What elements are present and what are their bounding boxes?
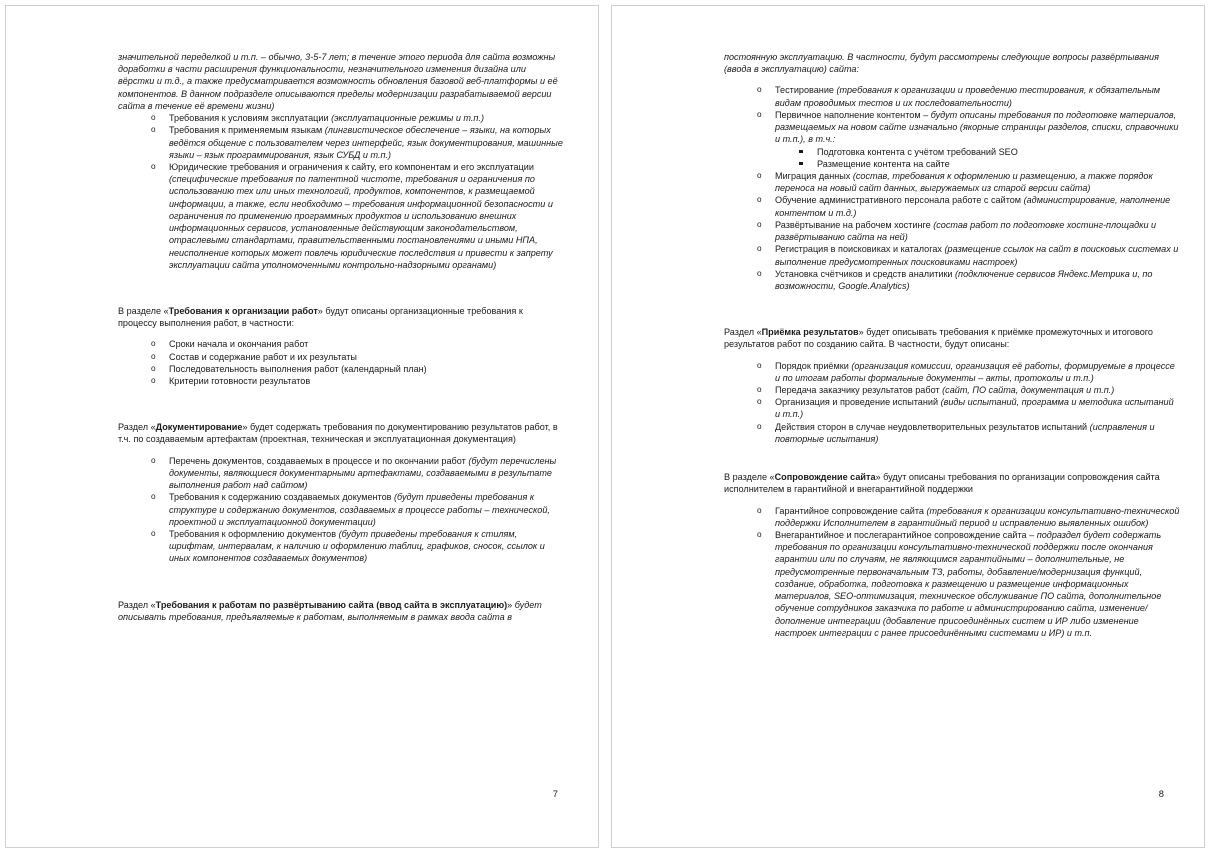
list-item [112,124,564,161]
text-run-italic: будет описывать требования, предъявляемые к работам, выполняемым в рамках ввода сайта в [118,599,545,622]
text-run-bold: Документирование [155,422,243,433]
text-run-regular: Гарантийное сопровождение сайта [775,505,927,516]
text-run-italic: (подключение сервисов Яндекс.Метрика и, по возможности, Google.Analytics) [775,268,1153,291]
list-item [112,528,564,565]
documenting-list [112,455,564,565]
text-run-italic: (состав, требования к оформлению и размещению, а также порядок переноса на новый сайт данных, выгружаемых из старой версии сайта) [775,170,1153,194]
text-run-regular: Сроки начала и окончания работ [169,339,309,350]
text-run-regular: Требования к условиям эксплуатации [169,113,332,124]
list-item [718,170,1180,194]
text-run-regular: Действия сторон в случае неудовлетворительных результатов испытаний [775,421,1090,432]
section-deployment-intro [112,599,564,623]
text-run-italic: (требования к организации и проведению тестирования, к обязательным видам проводимых тестов и их последовательности) [775,85,1161,108]
requirements-list [112,112,564,271]
text-run-regular: Установка счётчиков и средств аналитики [775,268,956,279]
section-acceptance-intro [718,326,1180,350]
text-run-regular: В разделе « [118,305,169,316]
text-run-regular: » будет содержать требования по документированию результатов работ, в т.ч. по создаваемым артефактам (проектная, техническая и эксплуатационная документация) [118,422,561,445]
list-item [112,161,564,271]
text-run-regular: Критерии готовности результатов [169,376,311,387]
page-number-left: 7 [552,788,558,799]
list-item [718,396,1180,420]
spacer [718,75,1180,84]
support-list [718,505,1180,639]
text-run-bold: Сопровождение сайта [774,472,876,483]
spacer [112,271,564,305]
list-item [112,363,564,375]
list-item [112,455,564,492]
text-run-italic: подраздел будет содержать требования по организации консультативно-технической поддержки после окончания гарантии или по случаям, не являющимся гарантийными – дополнительные, не предусмотренные первоначальным ТЗ, работы, добавление/модернизация функций, создание, обработка, подготовка к размещению и размещение информационных материалов, SEO-оптимизация, техническое обслуживание ПО сайта, дополнительное обучение сотрудников заказчика по работе и администрированию сайта, изменение/дополнение интеграции (добавление присоединённых систем и ИР либо изменение настроек интеграции с ранее присоединёнными системами и ИР) и т.п. [775,530,1162,638]
list-item [718,384,1180,396]
text-run-italic: значительной переделкой и т.п. – обычно, 3-5-7 лет; в течение этого периода для сайта возможны доработки в части расширения функциональности, незначительного изменения дизайна или вёрстки и т.д., а также предусматривается возможность обновления базовой веб-платформы и её компонентов. В данном подразделе описываются пределы модернизации разрабатываемой версии сайта в течение её времени жизни) [118,52,561,111]
spacer [112,387,564,421]
list-item [718,505,1180,529]
text-run-italic: (организация комиссии, организация её работы, формируемые в процессе и по итогам работы формальные документы – акты, протоколы и т.п.) [775,360,1175,383]
text-run-regular: Раздел « [724,327,762,338]
text-run-bold: Требования к организации работ [168,305,318,316]
text-run-italic: (эксплуатационные режимы и т.п.) [331,113,484,124]
text-run-italic: (требования к организации консультативно-технической поддержки Исполнителем в гарантийный период и исправлению выявленных ошибок) [775,505,1180,528]
spacer [718,351,1180,360]
text-run-italic: (виды испытаний, программа и методика испытаний и т.п.) [775,397,1174,420]
text-run-italic: (исправления и повторные испытания) [775,421,1155,444]
list-item [718,194,1180,218]
text-run-regular: Тестирование [775,85,837,96]
acceptance-list [718,360,1180,446]
text-run-regular: » будет описывать требования к приёмке промежуточных и итогового результатов работ по созданию сайта. В частности, будут описаны: [724,327,1156,350]
spacer [112,329,564,338]
section-support-intro [718,471,1180,495]
text-run-regular: Подготовка контента с учётом требований SEO [817,146,1018,157]
section-documenting-intro [112,421,564,445]
list-item [718,268,1180,292]
page-left-content [112,51,564,623]
text-run-regular: Внегарантийное и послегарантийное сопровождение сайта – [775,530,1037,540]
text-run-regular: Последовательность выполнения работ (календарный план) [169,363,427,374]
list-item [112,375,564,387]
text-run-regular: Передача заказчику результатов работ [775,385,943,396]
section-org-works-intro [112,305,564,329]
list-item [718,219,1180,243]
sub-list [775,146,1180,170]
text-run-regular: Состав и содержание работ и их результаты [169,351,357,362]
spacer [112,565,564,599]
list-item [718,360,1180,384]
text-run-italic: (сайт, ПО сайта, документация и т.п.) [942,385,1115,396]
list-item [718,84,1180,108]
text-run-regular: Первичное наполнение контентом – [775,109,931,120]
text-run-italic: (администрирование, наполнение контентом и т.д.) [775,195,1171,218]
text-run-regular: Требования к оформлению документов [169,529,339,539]
text-run-regular: » [507,599,515,610]
text-run-italic: (состав работ по подготовке хостинг-площадки и развёртыванию сайта на ней) [775,219,1157,243]
text-run-regular: В разделе « [724,472,775,483]
text-run-regular: Размещение контента на сайте [817,158,950,169]
page-number-right: 8 [1158,788,1164,799]
spacer [112,446,564,455]
sub-list-item [775,158,1180,170]
list-item [112,338,564,350]
continued-paragraph [112,51,564,112]
text-run-regular: Раздел « [118,422,156,433]
text-run-italic: (будут перечислены документы, являющиеся документарными артефактами, создаваемыми в результате выполнения работ над сайтом) [169,455,557,491]
spacer [718,445,1180,471]
list-item [718,421,1180,445]
spacer [718,292,1180,326]
list-item [112,491,564,528]
text-run-regular: Требования к содержанию создаваемых документов [169,492,395,503]
sub-list-item [775,146,1180,158]
text-run-regular: Регистрация в поисковиках и каталогах [775,244,945,255]
page-right [611,5,1205,848]
list-item [112,351,564,363]
spacer [718,496,1180,505]
text-run-italic: постоянную эксплуатацию. В частности, будут рассмотрены следующие вопросы развёртывания (ввода в эксплуатацию) сайта: [724,52,1162,75]
text-run-regular: Развёртывание на рабочем хостинге [775,219,934,230]
deployment-list [718,84,1180,292]
continued-paragraph [718,51,1180,75]
text-run-bold: Требования к работам по развёртыванию сайта (ввод сайта в эксплуатацию) [155,599,508,610]
text-run-regular: Требования к применяемым языкам [169,125,325,136]
text-run-italic: будут описаны требования по подготовке материалов, размещаемых на новом сайте изначально (якорные страницы разделов, списки, справочники и т.п.), в т.ч.: [775,109,1179,145]
list-item [112,112,564,124]
text-run-italic: (будут приведены требования к структуре и содержанию документов, создаваемых в процессе работы – технической, проектной и эксплуатационной документации) [169,492,550,527]
page-right-content [718,51,1180,639]
list-item [718,243,1180,267]
text-run-italic: (размещение ссылок на сайт в поисковых системах и выполнение предусмотренных поисковиками настроек) [775,244,1179,267]
text-run-italic: (лингвистическое обеспечение – языки, на которых ведётся общение с пользователем через интерфейс, язык документирования, машинные языки – язык программирования, язык СУБД и т.п.) [169,125,563,160]
text-run-italic: (специфические требования по патентной чистоте, требования и ограничения по использованию тех или иных технологий, продуктов, компонентов, к размещаемой информации, а также, если необходимо – требования информационной безопасности и ограничения по применению программных продуктов и использованию внешних информационных сервисов, установленные действующим законодательством, отраслевыми стандартами, правительственными постановлениями и иными НПА, неисполнение которых может повлечь юридические последствия и привести к запрету эксплуатации сайта уполномоченными контрольно-надзорными органами) [169,174,553,270]
text-run-regular: Раздел « [118,599,156,610]
text-run-bold: Приёмка результатов [761,327,859,338]
text-run-regular: Миграция данных [775,170,853,181]
text-run-regular: Организация и проведение испытаний [775,397,941,408]
page-left [5,5,599,848]
list-item [718,529,1180,639]
list-item [718,109,1180,170]
text-run-regular: » будут описаны организационные требования к процессу выполнения работ, в частности: [118,305,526,329]
text-run-regular: » будут описаны требования по организации сопровождения сайта исполнителем в гарантийной и внегарантийной поддержки [724,472,1163,495]
org-works-list [112,338,564,387]
text-run-regular: Перечень документов, создаваемых в процессе и по окончании работ [169,455,469,466]
text-run-italic: (будут приведены требования к стилям, шрифтам, интервалам, к наличию и оформлению таблиц, графиков, сносок, ссылок и иных компонентов создаваемых документов) [169,529,545,564]
text-run-regular: Порядок приёмки [775,360,852,371]
text-run-regular: Обучение административного персонала работе с сайтом [775,195,1024,206]
text-run-regular: Юридические требования и ограничения к сайту, его компонентам и его эксплуатации [169,161,534,172]
